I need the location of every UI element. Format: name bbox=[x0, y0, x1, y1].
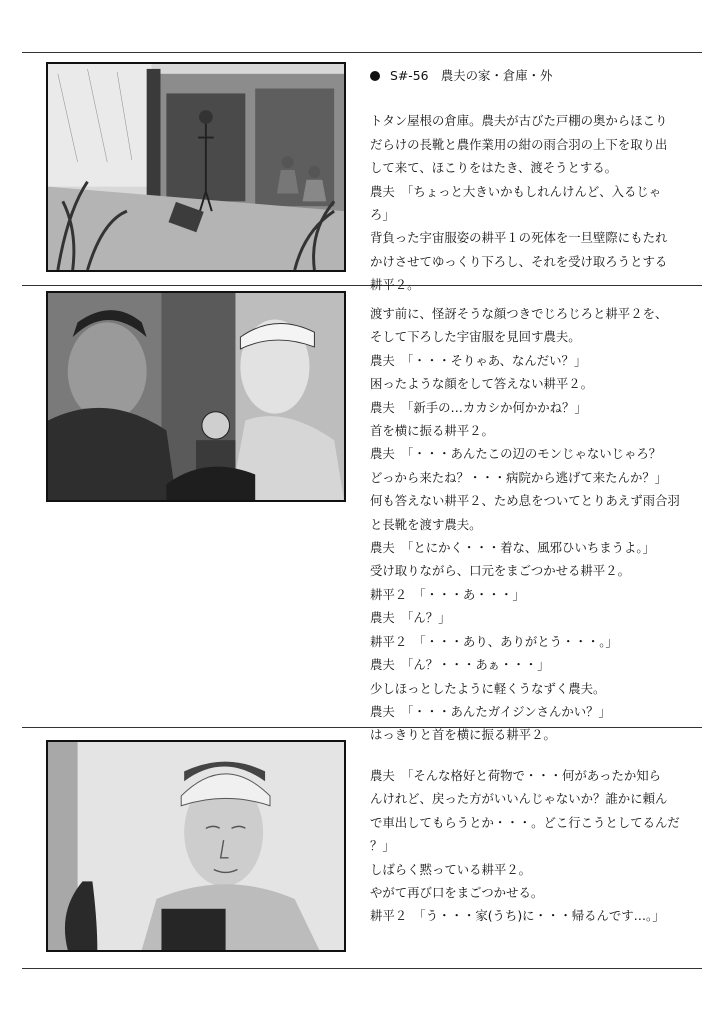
script-line: 農夫 「ちょっと大きいかもしれんけんど、入るじゃ bbox=[370, 183, 662, 199]
script-line: どっから来たね？・・・病院から逃げて来たんか？」 bbox=[370, 469, 668, 485]
script-line: 農夫 「・・・あんたこの辺のモンじゃないじゃろ？ bbox=[370, 446, 662, 462]
divider-bottom bbox=[22, 968, 702, 969]
script-line: ろ」 bbox=[370, 207, 395, 223]
script-line: 農夫 「そんな格好と荷物で・・・何があったか知ら bbox=[370, 768, 662, 783]
script-line: 渡す前に、怪訝そうな顔つきでじろじろと耕平２を、 bbox=[370, 306, 668, 321]
script-line: ？」 bbox=[370, 838, 395, 854]
script-line: 農夫 「ん？・・・あぁ・・・」 bbox=[370, 657, 550, 673]
script-line: 耕平２ 「・・・あ・・・」 bbox=[370, 586, 525, 602]
script-line: 首を横に振る耕平２。 bbox=[370, 423, 494, 439]
script-line: 受け取りながら、口元をまごつかせる耕平２。 bbox=[370, 563, 630, 579]
script-line: と長靴を渡す農夫。 bbox=[370, 516, 482, 532]
scene-heading bbox=[370, 64, 690, 87]
script-line: かけさせてゆっくり下ろし、それを受け取ろうとする bbox=[370, 253, 668, 269]
script-line: やがて再び口をまごつかせる。 bbox=[370, 885, 544, 901]
storyboard-panel-1 bbox=[46, 62, 346, 272]
script-line: 農夫 「・・・あんたガイジンさんかい？」 bbox=[370, 703, 611, 719]
script-line: 背負った宇宙服姿の耕平１の死体を一旦壁際にもたれ bbox=[370, 230, 668, 246]
script-line: 何も答えない耕平２、ため息をついてとりあえず雨合羽 bbox=[370, 493, 680, 509]
script-line: 耕平２ 「う・・・家(うち)に・・・帰るんです…。」 bbox=[370, 908, 665, 924]
script-line: 農夫 「とにかく・・・着な、風邪ひいちまうよ。」 bbox=[370, 540, 655, 556]
script-line: んけれど、戻った方がいいんじゃないか？誰かに頼ん bbox=[370, 791, 668, 807]
script-line: 困ったような顔をして答えない耕平２。 bbox=[370, 376, 594, 392]
farmer-and-kouhei-sketch-image bbox=[48, 293, 344, 500]
bullet-icon bbox=[370, 71, 380, 81]
script-line: しばらく黙っている耕平２。 bbox=[370, 861, 532, 877]
storyboard-panel-2 bbox=[46, 291, 346, 502]
scene-text-block-2 bbox=[370, 302, 690, 747]
script-line: 耕平２。 bbox=[370, 277, 420, 293]
script-line: 農夫 「ん？」 bbox=[370, 610, 451, 626]
script-line: 農夫 「・・・そりゃあ、なんだい？」 bbox=[370, 352, 587, 368]
script-line: そして下ろした宇宙服を見回す農夫。 bbox=[370, 329, 581, 345]
scene-text-block-3 bbox=[370, 764, 690, 928]
script-line: トタン屋根の倉庫。農夫が古びた戸棚の奥からほこり bbox=[370, 113, 668, 129]
scene-heading-text: S#-56 農夫の家・倉庫・外 bbox=[390, 68, 553, 83]
scene-text-block-1 bbox=[370, 64, 690, 297]
kouhei-closeup-sketch-image bbox=[48, 742, 344, 950]
storyboard-panel-3 bbox=[46, 740, 346, 952]
script-line: して来て、ほこりをはたき、渡そうとする。 bbox=[370, 160, 618, 176]
script-line: 少しほっとしたように軽くうなずく農夫。 bbox=[370, 680, 606, 696]
script-line: で車出してもらうとか・・・。どこ行こうとしてるんだ bbox=[370, 814, 680, 830]
script-line: だらけの長靴と農作業用の紺の雨合羽の上下を取り出 bbox=[370, 136, 668, 152]
script-line: 農夫 「新手の…カカシか何かかね？」 bbox=[370, 399, 587, 415]
script-line: はっきりと首を横に振る耕平２。 bbox=[370, 727, 556, 743]
script-line: 耕平２ 「・・・あり、ありがとう・・・。」 bbox=[370, 633, 618, 649]
divider-top bbox=[22, 52, 702, 53]
storeroom-sketch-image bbox=[48, 64, 344, 270]
